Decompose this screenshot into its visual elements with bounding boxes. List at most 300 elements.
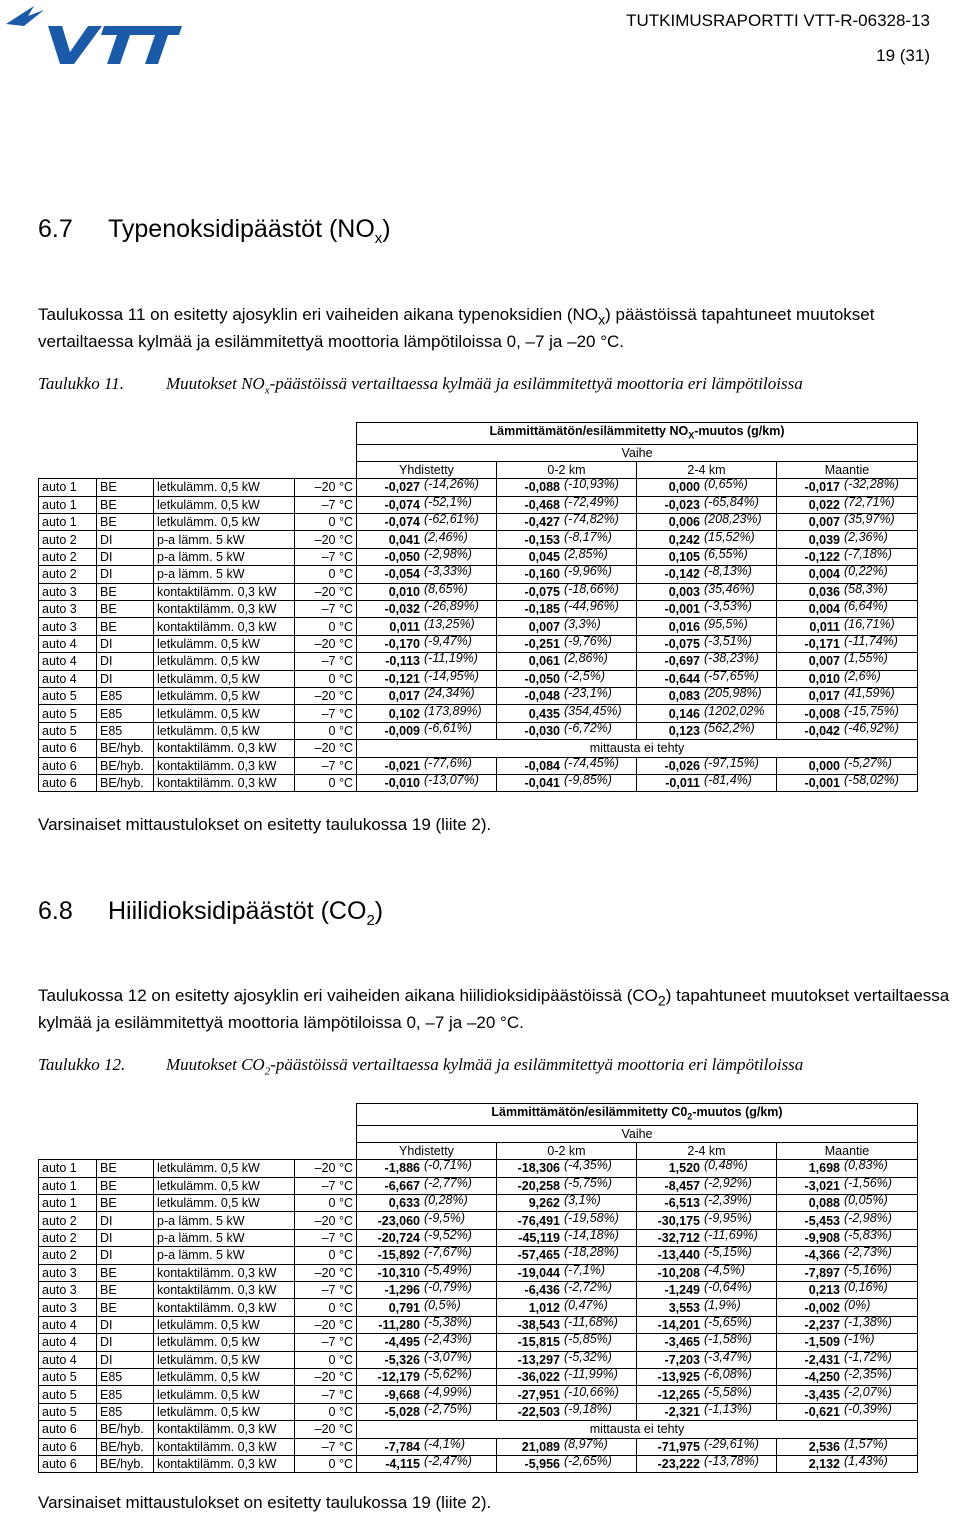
change-percent: (-3,33%) xyxy=(424,565,472,579)
change-percent: (15,52%) xyxy=(704,530,755,544)
car-cell: auto 6 xyxy=(39,1421,97,1438)
change-value: 2,536 xyxy=(808,1439,840,1454)
value-cell xyxy=(497,1368,637,1385)
value-cell xyxy=(357,1229,497,1246)
change-percent: (-5,83%) xyxy=(844,1229,892,1243)
value-cell xyxy=(777,1351,918,1368)
change-value: -0,088 xyxy=(524,480,560,495)
table-row xyxy=(39,1316,918,1333)
heater-cell: p-a lämm. 5 kW xyxy=(154,1212,295,1229)
paragraph-text: ) tapahtuneet muutokset vertailtaessa kylmää ja esilämmitettyä moottoria lämpötiloissa 0, –7 ja –20 °C. xyxy=(38,986,950,1033)
change-percent: (-6,72%) xyxy=(564,722,612,735)
car-cell: auto 1 xyxy=(39,514,97,531)
fuel-cell: E85 xyxy=(97,1386,154,1403)
change-value: -23,060 xyxy=(377,1213,420,1228)
car-cell: auto 1 xyxy=(39,1195,97,1212)
value-cell xyxy=(637,531,777,548)
value-cell xyxy=(777,635,918,652)
value-cell xyxy=(497,479,637,496)
table-row xyxy=(39,774,918,791)
value-cell xyxy=(497,1264,637,1281)
car-cell: auto 2 xyxy=(39,566,97,583)
change-value: -4,115 xyxy=(385,1457,420,1472)
value-cell xyxy=(777,687,918,704)
change-value: 0,007 xyxy=(808,654,840,669)
value-cell xyxy=(497,1316,637,1333)
temperature-cell: –20 °C xyxy=(295,1421,357,1438)
change-value: -0,153 xyxy=(524,532,560,547)
fuel-cell: E85 xyxy=(97,705,154,722)
temperature-cell: –7 °C xyxy=(295,1229,357,1246)
change-value: -27,951 xyxy=(517,1387,560,1402)
temperature-cell: 0 °C xyxy=(295,722,357,739)
change-percent: (-44,96%) xyxy=(564,600,619,614)
value-cell xyxy=(497,1334,637,1351)
value-cell xyxy=(497,687,637,704)
change-value: -0,042 xyxy=(804,723,840,738)
value-cell xyxy=(777,566,918,583)
value-cell xyxy=(777,774,918,791)
page-number: 19 (31) xyxy=(876,46,930,65)
change-percent: (-0,39%) xyxy=(844,1403,892,1416)
temperature-cell: 0 °C xyxy=(295,514,357,531)
value-cell xyxy=(777,705,918,722)
value-cell xyxy=(357,1282,497,1299)
change-percent: (-9,96%) xyxy=(564,565,612,579)
column-header: 2-4 km xyxy=(637,461,777,478)
fuel-cell: BE xyxy=(97,479,154,496)
report-id: TUTKIMUSRAPORTTI VTT-R-06328-13 xyxy=(626,11,930,30)
heater-cell: kontaktilämm. 0,3 kW xyxy=(154,1438,295,1455)
value-cell xyxy=(357,1247,497,1264)
heater-cell: kontaktilämm. 0,3 kW xyxy=(154,1455,295,1472)
change-percent: (-18,28%) xyxy=(564,1246,619,1260)
heater-cell: kontaktilämm. 0,3 kW xyxy=(154,583,295,600)
temperature-cell: 0 °C xyxy=(295,566,357,583)
change-percent: (-29,61%) xyxy=(704,1438,759,1451)
temperature-cell: –7 °C xyxy=(295,1334,357,1351)
value-cell xyxy=(777,1229,918,1246)
change-value: -0,074 xyxy=(384,497,420,512)
change-value: -7,897 xyxy=(804,1265,840,1280)
value-cell xyxy=(637,670,777,687)
change-value: 0,633 xyxy=(388,1196,420,1211)
value-cell xyxy=(497,514,637,531)
change-value: -5,453 xyxy=(804,1213,840,1228)
car-cell: auto 5 xyxy=(39,687,97,704)
value-cell xyxy=(637,1316,777,1333)
change-value: -13,440 xyxy=(657,1248,700,1263)
change-percent: (-11,69%) xyxy=(704,1229,758,1243)
change-value: -0,050 xyxy=(384,550,420,565)
change-percent: (-58,02%) xyxy=(844,774,899,788)
change-percent: (0,16%) xyxy=(844,1281,888,1295)
change-value: -0,050 xyxy=(524,671,560,686)
change-value: -0,142 xyxy=(664,567,700,582)
temperature-cell: –7 °C xyxy=(295,1282,357,1299)
heater-cell: kontaktilämm. 0,3 kW xyxy=(154,1299,295,1316)
change-value: 0,000 xyxy=(808,758,840,773)
change-percent: (1,43%) xyxy=(844,1455,888,1469)
table-row xyxy=(39,670,918,687)
change-percent: (24,34%) xyxy=(424,687,475,701)
change-percent: (-8,13%) xyxy=(704,565,752,579)
value-cell xyxy=(357,1386,497,1403)
value-cell xyxy=(497,1455,637,1472)
change-percent: (-1,58%) xyxy=(704,1333,752,1347)
fuel-cell: DI xyxy=(97,566,154,583)
change-value: -0,009 xyxy=(384,723,420,738)
table-row xyxy=(39,514,918,531)
car-cell: auto 2 xyxy=(39,1247,97,1264)
temperature-cell: –20 °C xyxy=(295,583,357,600)
change-percent: (562,2%) xyxy=(704,722,755,735)
heater-cell: letkulämm. 0,5 kW xyxy=(154,1160,295,1177)
change-percent: (-0,64%) xyxy=(704,1281,752,1295)
heater-cell: kontaktilämm. 0,3 kW xyxy=(154,740,295,757)
change-value: -2,431 xyxy=(804,1352,840,1367)
change-percent: (0,48%) xyxy=(704,1159,748,1173)
fuel-cell: E85 xyxy=(97,1368,154,1385)
heater-cell: p-a lämm. 5 kW xyxy=(154,566,295,583)
value-cell xyxy=(777,1195,918,1212)
value-cell xyxy=(637,1160,777,1177)
change-value: -1,886 xyxy=(384,1161,420,1176)
change-percent: (-2,5%) xyxy=(564,670,605,683)
change-value: -36,022 xyxy=(517,1370,560,1385)
value-cell xyxy=(637,514,777,531)
table-row xyxy=(39,548,918,565)
fuel-cell: BE xyxy=(97,496,154,513)
value-cell xyxy=(357,548,497,565)
temperature-cell: –20 °C xyxy=(295,1160,357,1177)
change-value: -0,427 xyxy=(524,515,560,530)
table-row xyxy=(39,722,918,739)
change-value: 0,061 xyxy=(528,654,560,669)
change-value: -32,712 xyxy=(657,1231,700,1246)
change-value: -0,170 xyxy=(384,636,420,651)
fuel-cell: DI xyxy=(97,1351,154,1368)
change-percent: (-2,98%) xyxy=(844,1211,892,1225)
fuel-cell: BE xyxy=(97,601,154,618)
change-value: -2,321 xyxy=(664,1404,700,1419)
column-header: Yhdistetty xyxy=(357,461,497,478)
change-percent: (208,23%) xyxy=(704,513,762,527)
value-cell xyxy=(637,1334,777,1351)
table-row xyxy=(39,618,918,635)
change-percent: (-32,28%) xyxy=(844,478,899,492)
value-cell xyxy=(497,601,637,618)
fuel-cell: E85 xyxy=(97,687,154,704)
change-percent: (-7,1%) xyxy=(564,1264,605,1277)
value-cell xyxy=(777,653,918,670)
change-percent: (-4,35%) xyxy=(564,1159,612,1173)
table-row xyxy=(39,687,918,704)
temperature-cell: –7 °C xyxy=(295,1438,357,1455)
column-header: 0-2 km xyxy=(497,461,637,478)
fuel-cell: BE/hyb. xyxy=(97,1438,154,1455)
car-cell: auto 6 xyxy=(39,757,97,774)
value-cell xyxy=(637,1438,777,1455)
table-row xyxy=(39,583,918,600)
section-number: 6.8 xyxy=(38,897,73,925)
table-row xyxy=(39,531,918,548)
change-percent: (2,46%) xyxy=(424,530,468,544)
value-cell xyxy=(637,1386,777,1403)
change-percent: (-1,72%) xyxy=(844,1351,892,1364)
change-value: 0,102 xyxy=(388,706,420,721)
change-percent: (-9,95%) xyxy=(704,1211,752,1225)
caption-text: Muutokset CO xyxy=(166,1055,265,1074)
car-cell: auto 3 xyxy=(39,1299,97,1316)
temperature-cell: 0 °C xyxy=(295,1351,357,1368)
change-percent: (-7,67%) xyxy=(424,1246,472,1260)
value-cell xyxy=(357,601,497,618)
change-value: -0,644 xyxy=(664,671,700,686)
change-value: -0,160 xyxy=(524,567,560,582)
heater-cell: letkulämm. 0,5 kW xyxy=(154,687,295,704)
car-cell: auto 4 xyxy=(39,635,97,652)
change-percent: (-5,27%) xyxy=(844,757,892,770)
car-cell: auto 5 xyxy=(39,705,97,722)
change-value: -9,668 xyxy=(384,1387,420,1402)
value-cell xyxy=(637,1299,777,1316)
fuel-cell: BE/hyb. xyxy=(97,757,154,774)
change-percent: (-6,08%) xyxy=(704,1368,752,1382)
table-row xyxy=(39,566,918,583)
fuel-cell: BE/hyb. xyxy=(97,1421,154,1438)
heater-cell: letkulämm. 0,5 kW xyxy=(154,653,295,670)
paragraph-co2 xyxy=(38,985,958,1033)
change-value: -38,543 xyxy=(517,1317,560,1332)
temperature-cell: –7 °C xyxy=(295,601,357,618)
temperature-cell: –20 °C xyxy=(295,1316,357,1333)
value-cell xyxy=(637,1455,777,1472)
change-percent: (205,98%) xyxy=(704,687,762,701)
table-row xyxy=(39,1455,918,1472)
car-cell: auto 6 xyxy=(39,740,97,757)
value-cell xyxy=(357,496,497,513)
change-percent: (58,3%) xyxy=(844,583,888,596)
change-percent: (8,65%) xyxy=(424,583,468,596)
heater-cell: letkulämm. 0,5 kW xyxy=(154,479,295,496)
temperature-cell: –20 °C xyxy=(295,1264,357,1281)
heater-cell: letkulämm. 0,5 kW xyxy=(154,1316,295,1333)
change-value: -0,185 xyxy=(524,602,560,617)
fuel-cell: BE/hyb. xyxy=(97,774,154,791)
change-value: 0,045 xyxy=(528,550,560,565)
change-value: 0,017 xyxy=(808,689,840,704)
fuel-cell: BE/hyb. xyxy=(97,1455,154,1472)
table-row xyxy=(39,635,918,652)
heater-cell: letkulämm. 0,5 kW xyxy=(154,705,295,722)
heater-cell: letkulämm. 0,5 kW xyxy=(154,1334,295,1351)
value-cell xyxy=(497,1403,637,1420)
value-cell xyxy=(497,531,637,548)
value-cell xyxy=(777,1282,918,1299)
heater-cell: kontaktilämm. 0,3 kW xyxy=(154,1264,295,1281)
value-cell xyxy=(357,1195,497,1212)
value-cell xyxy=(497,1282,637,1299)
change-percent: (-52,1%) xyxy=(424,496,472,509)
subscript: x xyxy=(374,230,383,247)
caption-label: Taulukko 11. xyxy=(38,374,124,393)
heater-cell: p-a lämm. 5 kW xyxy=(154,531,295,548)
value-cell xyxy=(637,479,777,496)
value-cell xyxy=(357,1299,497,1316)
fuel-cell: E85 xyxy=(97,722,154,739)
change-percent: (-11,99%) xyxy=(564,1368,618,1382)
co2-table xyxy=(38,1103,918,1473)
change-value: 0,007 xyxy=(528,619,560,634)
change-value: -5,028 xyxy=(384,1404,420,1419)
value-cell xyxy=(357,1438,497,1455)
value-cell xyxy=(637,566,777,583)
subscript: 2 xyxy=(264,1065,271,1078)
caption-text: -päästöissä vertailtaessa kylmää ja esilämmitettyä moottoria eri lämpötiloissa xyxy=(270,1055,804,1074)
heater-cell: p-a lämm. 5 kW xyxy=(154,548,295,565)
change-value: -0,468 xyxy=(524,497,560,512)
value-cell xyxy=(357,1212,497,1229)
heater-cell: letkulämm. 0,5 kW xyxy=(154,1351,295,1368)
table-title: Lämmittämätön/esilämmitetty $C0_2$-muutos (g/km) xyxy=(357,1104,918,1126)
temperature-cell: 0 °C xyxy=(295,1195,357,1212)
value-cell xyxy=(777,1299,918,1316)
value-cell xyxy=(777,1177,918,1194)
change-value: -13,297 xyxy=(517,1352,560,1367)
temperature-cell: –7 °C xyxy=(295,757,357,774)
heater-cell: kontaktilämm. 0,3 kW xyxy=(154,618,295,635)
section-heading-co2 xyxy=(38,897,383,929)
change-value: 21,089 xyxy=(521,1439,560,1454)
temperature-cell: –7 °C xyxy=(295,548,357,565)
change-value: 0,213 xyxy=(808,1283,840,1298)
value-cell xyxy=(777,583,918,600)
change-value: -1,296 xyxy=(384,1283,420,1298)
change-percent: (0,5%) xyxy=(424,1298,461,1312)
temperature-cell: –20 °C xyxy=(295,687,357,704)
value-cell xyxy=(777,722,918,739)
change-value: 0,242 xyxy=(668,532,700,547)
change-percent: (3,1%) xyxy=(564,1194,601,1208)
value-cell xyxy=(637,1368,777,1385)
change-value: -0,251 xyxy=(524,636,560,651)
change-percent: (16,71%) xyxy=(844,617,895,631)
change-value: -5,326 xyxy=(384,1352,420,1367)
change-value: 0,105 xyxy=(668,550,700,565)
change-value: -19,044 xyxy=(517,1265,560,1280)
change-percent: (-9,5%) xyxy=(424,1211,465,1225)
change-value: -0,030 xyxy=(524,723,560,738)
nox-table xyxy=(38,422,918,792)
value-cell xyxy=(637,1247,777,1264)
heater-cell: kontaktilämm. 0,3 kW xyxy=(154,1421,295,1438)
caption-text: Muutokset NO xyxy=(166,374,265,393)
temperature-cell: 0 °C xyxy=(295,1455,357,1472)
value-cell xyxy=(637,618,777,635)
car-cell: auto 3 xyxy=(39,583,97,600)
change-value: -57,465 xyxy=(517,1248,560,1263)
change-percent: (-2,75%) xyxy=(424,1403,472,1416)
car-cell: auto 4 xyxy=(39,653,97,670)
change-percent: (13,25%) xyxy=(424,617,475,631)
change-percent: (-4,5%) xyxy=(704,1264,745,1277)
car-cell: auto 3 xyxy=(39,601,97,618)
value-cell xyxy=(637,687,777,704)
caption-label: Taulukko 12. xyxy=(38,1055,126,1074)
change-value: -22,503 xyxy=(517,1404,560,1419)
change-value: -13,925 xyxy=(657,1370,700,1385)
change-value: -5,956 xyxy=(524,1457,560,1472)
change-percent: (-2,39%) xyxy=(704,1194,752,1208)
fuel-cell: E85 xyxy=(97,1403,154,1420)
temperature-cell: –20 °C xyxy=(295,635,357,652)
car-cell: auto 3 xyxy=(39,1282,97,1299)
change-percent: (0,65%) xyxy=(704,478,748,492)
table-row xyxy=(39,1351,918,1368)
change-value: -0,121 xyxy=(384,671,420,686)
fuel-cell: DI xyxy=(97,1334,154,1351)
change-percent: (-13,07%) xyxy=(424,774,479,788)
change-value: 0,146 xyxy=(668,706,700,721)
value-cell xyxy=(637,705,777,722)
car-cell: auto 2 xyxy=(39,1229,97,1246)
change-value: 0,004 xyxy=(808,567,840,582)
change-percent: (2,36%) xyxy=(844,530,888,544)
change-value: -0,122 xyxy=(804,550,840,565)
footnote-nox: Varsinaiset mittaustulokset on esitetty taulukossa 19 (liite 2). xyxy=(38,815,492,834)
change-percent: (-5,62%) xyxy=(424,1368,472,1382)
change-percent: (-9,18%) xyxy=(564,1403,612,1416)
change-value: 3,553 xyxy=(668,1300,700,1315)
change-percent: (-5,16%) xyxy=(844,1264,892,1277)
change-value: -0,008 xyxy=(804,706,840,721)
temperature-cell: –7 °C xyxy=(295,653,357,670)
value-cell xyxy=(777,618,918,635)
value-cell xyxy=(637,653,777,670)
change-percent: (-81,4%) xyxy=(704,774,752,788)
value-cell xyxy=(637,774,777,791)
change-percent: (-5,32%) xyxy=(564,1351,612,1364)
value-cell xyxy=(637,496,777,513)
car-cell: auto 1 xyxy=(39,496,97,513)
change-value: -0,010 xyxy=(384,776,420,791)
heater-cell: kontaktilämm. 0,3 kW xyxy=(154,601,295,618)
change-percent: (-2,65%) xyxy=(564,1455,612,1469)
value-cell xyxy=(497,705,637,722)
change-value: -0,048 xyxy=(524,689,560,704)
section-number: 6.7 xyxy=(38,215,73,243)
change-value: -0,084 xyxy=(524,758,560,773)
change-percent: (-4,99%) xyxy=(424,1385,472,1399)
table-title: Lämmittämätön/esilämmitetty $NO_X$-muutos (g/km) xyxy=(357,423,918,445)
change-percent: (3,3%) xyxy=(564,617,601,631)
change-percent: (-13,78%) xyxy=(704,1455,759,1469)
change-value: -15,815 xyxy=(517,1335,560,1350)
fuel-cell: DI xyxy=(97,670,154,687)
change-percent: (-11,19%) xyxy=(424,652,478,666)
change-percent: (1202,02% xyxy=(704,704,765,718)
change-value: 1,698 xyxy=(808,1161,840,1176)
change-value: 0,007 xyxy=(808,515,840,530)
change-percent: (-2,92%) xyxy=(704,1177,752,1190)
fuel-cell: DI xyxy=(97,1316,154,1333)
car-cell: auto 4 xyxy=(39,1316,97,1333)
change-percent: (-26,89%) xyxy=(424,600,479,614)
subscript: 2 xyxy=(366,912,375,929)
change-value: 0,041 xyxy=(388,532,420,547)
change-percent: (-10,66%) xyxy=(564,1385,619,1399)
